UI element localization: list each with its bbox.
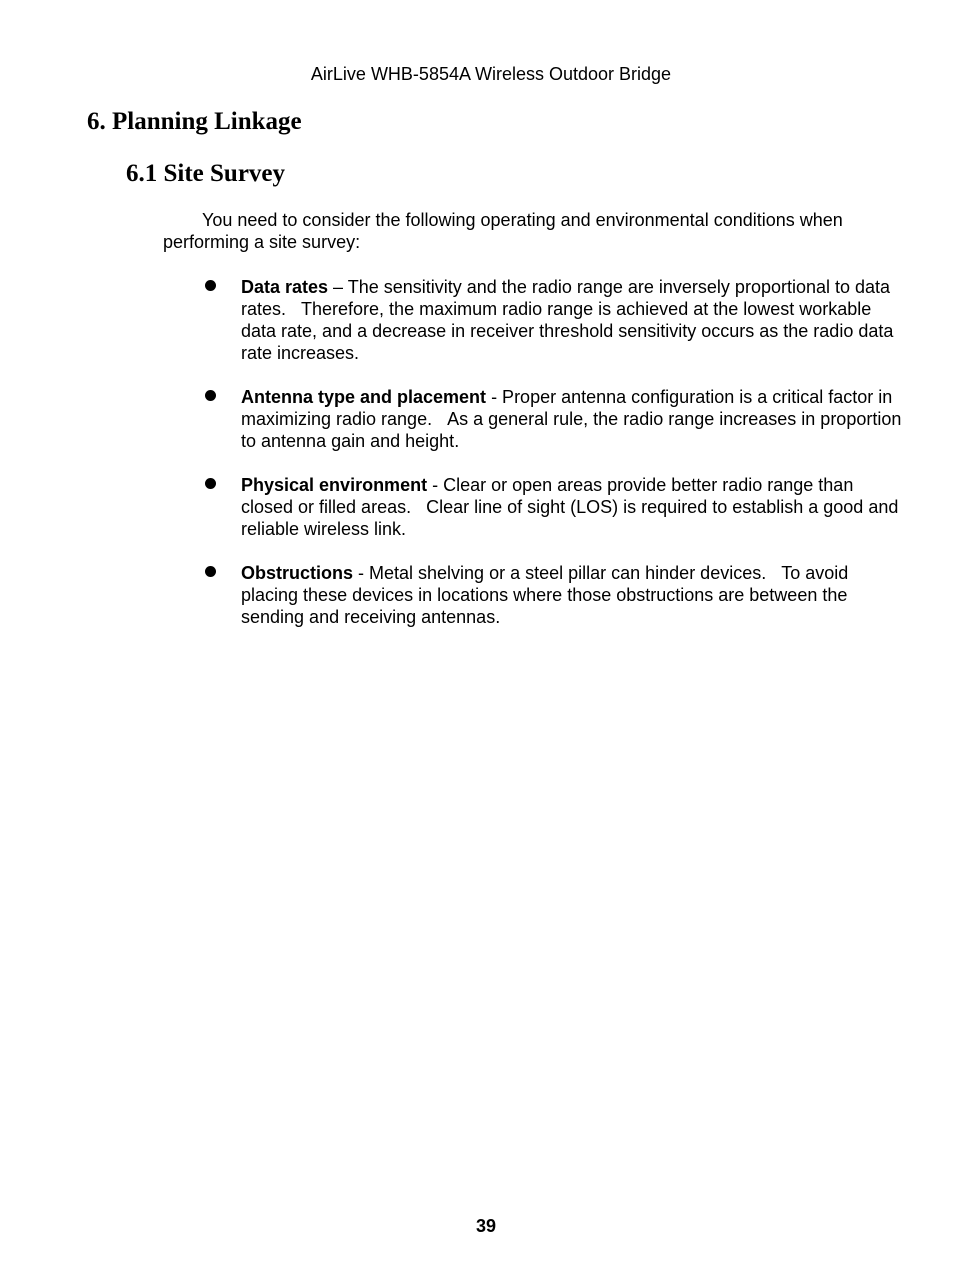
bullet-dot-icon — [205, 280, 216, 291]
conditions-list — [204, 276, 904, 650]
section-title: 6.1 Site Survey — [126, 160, 286, 187]
list-item-obstructions — [204, 562, 904, 628]
running-header: AirLive WHB-5854A Wireless Outdoor Bridge — [310, 64, 672, 84]
list-item-physical-environment — [204, 474, 904, 540]
bullet-term: Data rates — [241, 277, 329, 297]
bullet-text: - Proper antenna configuration is a critical factor in maximizing radio range. As a general rule, the radio range increases in proportion to antenna gain and height. — [241, 387, 902, 451]
bullet-dot-icon — [205, 566, 216, 577]
bullet-dot-icon — [205, 478, 216, 489]
chapter-title: 6. Planning Linkage — [87, 108, 302, 135]
list-item-antenna — [204, 386, 904, 452]
bullet-text: - Clear or open areas provide better radio range than closed or filled areas. Clear line of sight (LOS) is required to establish a good and reliable wireless link. — [241, 475, 899, 539]
bullet-text: - Metal shelving or a steel pillar can hinder devices. To avoid placing these devices in locations where those obstructions are between the sending and receiving antennas. — [241, 563, 849, 627]
bullet-term: Obstructions — [241, 563, 354, 583]
page-number: 39 — [475, 1216, 497, 1236]
bullet-dot-icon — [205, 390, 216, 401]
intro-paragraph: You need to consider the following operating and environmental conditions when performing a site survey: — [163, 210, 843, 252]
list-item-data-rates — [204, 276, 904, 364]
bullet-term: Physical environment — [241, 475, 428, 495]
bullet-term: Antenna type and placement — [241, 387, 487, 407]
bullet-text: – The sensitivity and the radio range are inversely proportional to data rates. Therefore, the maximum radio range is achieved at the lowest workable data rate, and a decrease in receiver threshold sensitivity occurs as the radio data rate increases. — [241, 277, 894, 363]
